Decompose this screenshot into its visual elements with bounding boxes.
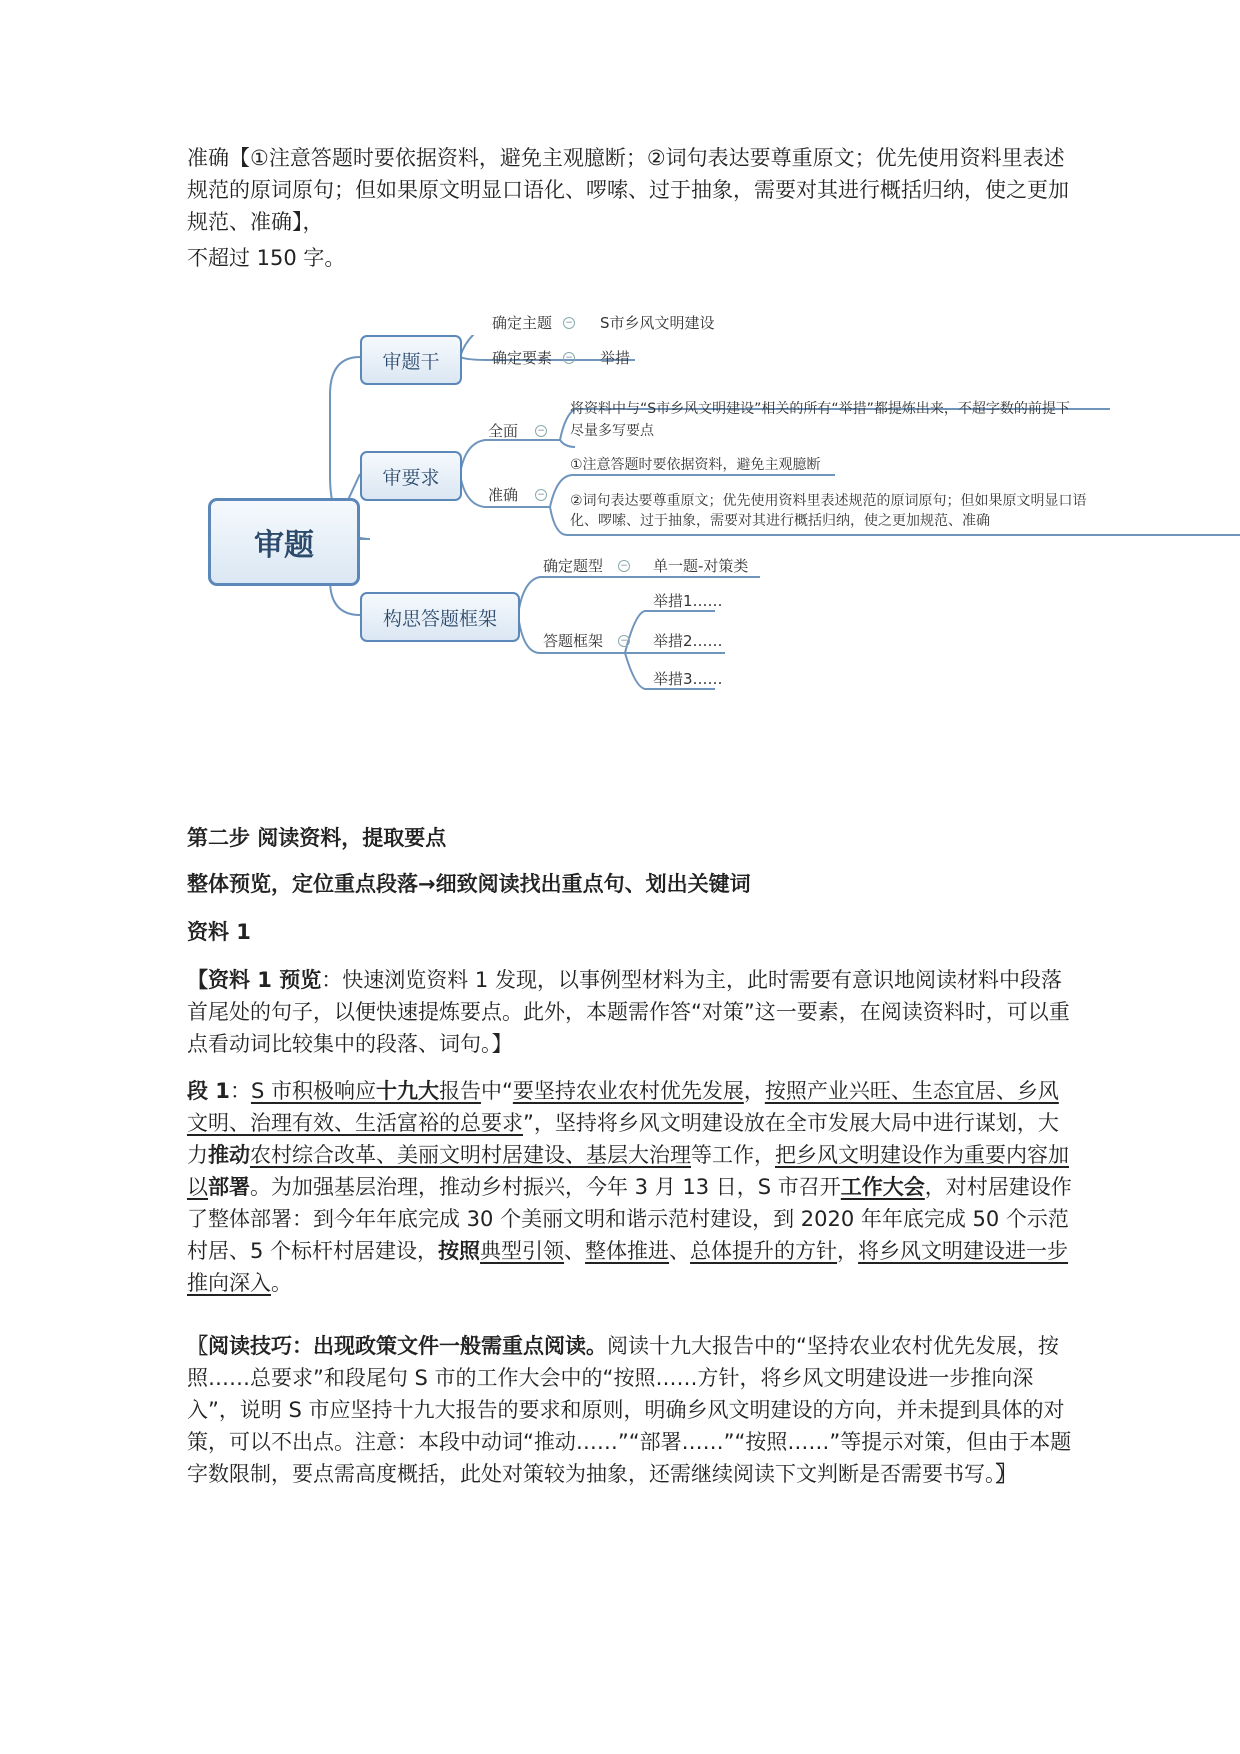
bold-underlined-run: 十九大	[375, 1079, 439, 1103]
tip-open-bracket: 〖	[187, 1334, 208, 1358]
underlined-run: 将乡风文明建设进一步推向深入	[187, 1239, 1069, 1295]
comprehensive-text-line1: 将资料中与“S市乡风文明建设”相关的所有“举措”都提炼出来，不超字数的前提下	[570, 401, 1070, 417]
tip-close-bracket: 〗	[995, 1462, 1017, 1486]
mind-map-root-node: 审题	[208, 498, 360, 586]
measure-2: 举措2……	[653, 632, 723, 650]
measure-3: 举措3……	[653, 670, 723, 688]
tip-bold-label: 阅读技巧：出现政策文件一般需重点阅读。	[208, 1334, 607, 1358]
text-run: ”，坚持将乡风文明建设放在全市发展大局中进行谋划，大力	[187, 1111, 1059, 1167]
tip-text: 阅读十九大报告中的“坚持农业农村优先发展，按照……总要求”和段尾句 S 市的工作大会中的“按照……方针，将乡风文明建设进一步推向深入”，说明 S 市应坚持十九大报告的要求和原则，明确乡风文明建设的方向，并未提到具体的对策，可以不出点。注意：本段中动词“推动……”“部署……”“按照……”等提示对策，但由于本题字数限制，要点需高度概括，此处对策较为抽象，还需继续阅读下文判断是否需要书写。	[187, 1334, 1072, 1486]
step-two-heading: 第二步 阅读资料，提取要点	[187, 826, 447, 850]
comprehensive-label: 全面	[488, 422, 519, 440]
underlined-run: 整体推进	[585, 1239, 670, 1263]
underlined-run: S 市积极响应	[250, 1079, 376, 1103]
mind-map-figure	[205, 314, 1240, 775]
text-run: 。为加强基层治理，推动乡村振兴，今年 3 月 13 日，S 市召开	[250, 1175, 841, 1199]
measure-1: 举措1……	[653, 592, 723, 610]
material-label: 资料 1	[187, 920, 251, 944]
question-type-label: 确定题型	[543, 557, 604, 575]
collapse-icon: −	[618, 560, 630, 572]
theme-value: S市乡风文明建设	[600, 314, 715, 332]
collapse-icon: −	[535, 489, 547, 501]
answer-frame-label: 答题框架	[543, 632, 604, 650]
underlined-run: 总体提升的方针	[690, 1239, 838, 1263]
text-run: 、	[564, 1239, 586, 1263]
text-run: 、	[669, 1239, 691, 1263]
collapse-icon: −	[618, 635, 630, 647]
preview-paragraph	[187, 964, 1077, 1060]
underlined-run: 农村综合改革、美丽文明村居建设、基层大治理	[250, 1143, 691, 1167]
accurate-item-1: ①注意答题时要依据资料，避免主观臆断	[570, 457, 821, 473]
underlined-run: 按照产业兴旺、生态宜居、乡风文明、治理有效、生活富裕的总要求	[187, 1079, 1059, 1135]
text-run: 。	[271, 1271, 292, 1295]
preview-open-bracket: 【	[187, 968, 208, 992]
accurate-label: 准确	[488, 486, 519, 504]
underlined-run: 要坚持农业农村优先发展	[512, 1079, 744, 1103]
accurate-item-2-line2: 化、啰嗦、过于抽象，需要对其进行概括归纳，使之更加规范、准确	[570, 513, 990, 529]
branch-answer-frame-node: 构思答题框架	[360, 592, 520, 642]
bold-run: 部署	[208, 1175, 250, 1199]
branch-review-stem-node: 审题干	[360, 335, 462, 385]
text-run: ，	[743, 1079, 765, 1103]
collapse-icon: −	[535, 425, 547, 437]
collapse-icon: −	[563, 352, 575, 364]
text-run: ，	[837, 1239, 859, 1263]
bold-run: 按照	[438, 1239, 481, 1263]
text-run: 等工作，	[691, 1143, 775, 1167]
reading-tip-paragraph	[187, 1330, 1077, 1490]
text-run: ，对村居建设作了整体部署：到今年年底完成 30 个美丽文明和谐示范村建设，到 2020 年年底完成 50 个示范村居、5 个标杆村居建设，	[187, 1175, 1072, 1263]
intro-paragraph: 准确【①注意答题时要依据资料，避免主观臆断；②词句表达要尊重原文；优先使用资料里表述规范的原词原句；但如果原文明显口语化、啰嗦、过于抽象，需要对其进行概括归纳，使之更加规范、准确】，	[187, 146, 1069, 234]
preview-text: ：快速浏览资料 1 发现，以事例型材料为主，此时需要有意识地阅读材料中段落首尾处的句子，以便快速提炼要点。此外，本题需作答“对策”这一要素，在阅读资料时，可以重点看动词比较集中的段落、词句。】	[187, 968, 1070, 1056]
bold-run: 推动	[208, 1143, 250, 1167]
paragraph-1	[187, 1075, 1077, 1299]
underlined-run: 把乡风文明建设作为重要内容加以	[187, 1143, 1069, 1199]
word-limit-paragraph: 不超过 150 字。	[187, 246, 346, 270]
preview-bold-label: 资料 1 预览	[208, 968, 322, 992]
determine-theme-label: 确定主题	[492, 314, 553, 332]
underlined-run: 典型引领	[480, 1239, 565, 1263]
determine-element-label: 确定要素	[492, 349, 553, 367]
text-run: ：	[229, 1079, 251, 1103]
collapse-icon: −	[563, 317, 575, 329]
element-value: 举措	[600, 349, 631, 367]
question-type-value: 单一题-对策类	[653, 557, 749, 575]
accurate-item-2-line1: ②词句表达要尊重原文；优先使用资料里表述规范的原词原句；但如果原文明显口语	[570, 493, 1087, 509]
text-run: 中“	[480, 1079, 513, 1103]
paragraph-label: 段 1	[187, 1079, 230, 1103]
step-two-subheading: 整体预览，定位重点段落→细致阅读找出重点句、划出关键词	[187, 872, 751, 896]
branch-review-requirements-node: 审要求	[360, 451, 462, 501]
comprehensive-text-line2: 尽量多写要点	[570, 423, 654, 439]
bold-underlined-run: 工作大会	[840, 1175, 925, 1199]
underlined-run: 报告	[438, 1079, 481, 1103]
